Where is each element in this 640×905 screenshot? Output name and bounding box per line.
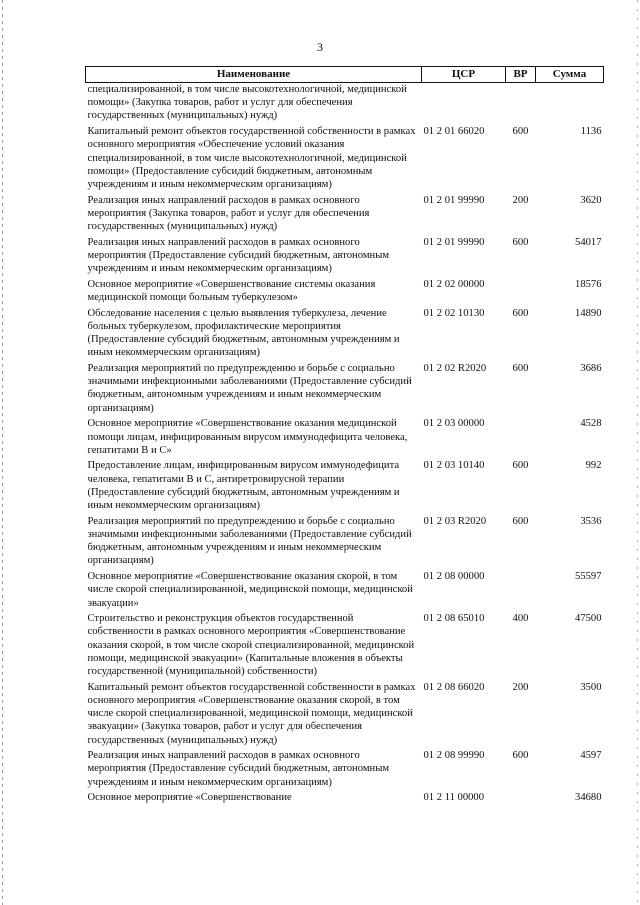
row-vr xyxy=(506,791,536,807)
row-csr: 01 2 08 00000 xyxy=(423,571,485,583)
row-sum: 54017 xyxy=(575,236,602,248)
row-name: Строительство и реконструкция объектов государственной собственности в рамках основного мероприятия «Совершенствование оказания скорой, в том числе скорой специализированной, медицинской помощи, медицинской эвакуации» (Капитальные вложения в объекты государственной (муниципальной) собственности) xyxy=(87,613,415,678)
row-csr: 01 2 01 66020 xyxy=(423,126,485,138)
row-sum xyxy=(536,83,604,126)
row-vr: 600 xyxy=(512,126,529,138)
table-row xyxy=(86,194,604,236)
row-csr: 01 2 02 00000 xyxy=(423,278,485,290)
header-vr: ВР xyxy=(506,67,536,83)
header-name: Наименование xyxy=(86,67,422,83)
row-name: Обследование населения с целью выявления туберкулеза, лечение больных туберкулезом, профилактические мероприятия (Предоставление субсидий бюджетным, автономным учреждениям и иным некоммерческим организациям) xyxy=(87,307,400,359)
row-csr: 01 2 02 10130 xyxy=(423,307,485,319)
row-name: Реализация мероприятий по предупреждению и борьбе с социально значимыми инфекционными заболеваниями (Предоставление субсидий бюджетным, автономным учреждениям и иным некоммерческим организациям) xyxy=(87,515,412,567)
row-vr xyxy=(506,417,536,459)
row-vr: 400 xyxy=(512,613,529,625)
row-name: Основное мероприятие «Совершенствование системы оказания медицинской помощи больным туберкулезом» xyxy=(87,278,376,304)
scan-edge-left xyxy=(2,0,3,905)
header-csr: ЦСР xyxy=(422,67,506,83)
row-name: Реализация мероприятий по предупреждению и борьбе с социально значимыми инфекционными заболеваниями (Предоставление субсидий бюджетным, автономным учреждениям и иным некоммерческим организациям) xyxy=(87,363,412,414)
row-csr: 01 2 03 10140 xyxy=(423,460,485,472)
table-row xyxy=(86,236,604,278)
table-row xyxy=(86,307,604,362)
table-row xyxy=(86,417,604,459)
row-name: Основное мероприятие «Совершенствование оказания скорой, в том числе скорой специализированной, медицинской помощи, медицинской эвакуации» xyxy=(87,571,413,609)
row-sum: 992 xyxy=(585,460,602,472)
row-vr: 600 xyxy=(512,750,529,762)
row-sum: 3686 xyxy=(580,363,602,375)
page-number: 3 xyxy=(317,40,323,54)
table-row xyxy=(86,681,604,750)
row-name: специализированной, в том числе высокотехнологичной, медицинской помощи» (Закупка товаров, работ и услуг для обеспечения государственных (муниципальных) нужд) xyxy=(87,84,407,122)
row-sum: 3620 xyxy=(580,194,602,206)
row-name: Основное мероприятие «Совершенствование xyxy=(87,792,292,804)
row-vr xyxy=(506,278,536,307)
row-vr xyxy=(506,83,536,126)
row-sum: 14890 xyxy=(575,307,602,319)
row-name: Реализация иных направлений расходов в рамках основного мероприятия (Предоставление субсидий бюджетным, автономным учреждениям и иным некоммерческим организациям) xyxy=(87,236,390,275)
table-row xyxy=(86,612,604,681)
row-csr: 01 2 08 65010 xyxy=(423,613,485,625)
row-csr xyxy=(422,83,506,126)
row-sum: 3500 xyxy=(580,681,602,693)
table-row xyxy=(86,83,604,126)
row-sum: 47500 xyxy=(575,613,602,625)
row-csr: 01 2 02 R2020 xyxy=(423,363,487,375)
row-name: Капитальный ремонт объектов государственной собственности в рамках основного мероприятия «Обеспечение условий оказания специализированной, в том числе высокотехнологичной, медицинской помощи» (Предоставление субсидий бюджетным, автономным учреждениям и иным некоммерческим организациям) xyxy=(87,126,416,190)
table-row xyxy=(86,362,604,417)
row-name: Основное мероприятие «Совершенствование оказания медицинской помощи лицам, инфицированным вирусом иммунодефицита человека, гепатитами В и С» xyxy=(87,418,408,456)
row-sum: 1136 xyxy=(580,126,602,138)
row-vr: 600 xyxy=(512,363,529,375)
row-csr: 01 2 08 99990 xyxy=(423,750,485,762)
row-name: Реализация иных направлений расходов в рамках основного мероприятия (Предоставление субсидий бюджетным, автономным учреждениям и иным некоммерческим организациям) xyxy=(87,750,390,788)
row-vr: 600 xyxy=(512,236,529,248)
row-sum: 55597 xyxy=(575,571,602,583)
row-name: Реализация иных направлений расходов в рамках основного мероприятия (Закупка товаров, работ и услуг для обеспечения государственных (муниципальных) нужд) xyxy=(87,194,370,233)
row-sum: 4528 xyxy=(580,418,602,430)
row-csr: 01 2 01 99990 xyxy=(423,236,485,248)
row-sum: 34680 xyxy=(575,792,602,804)
table-row xyxy=(86,125,604,194)
header-sum: Сумма xyxy=(536,67,604,83)
row-vr: 600 xyxy=(512,307,529,319)
row-name: Капитальный ремонт объектов государственной собственности в рамках основного мероприятия «Совершенствование оказания скорой, в том числе скорой специализированной, медицинской помощи, медицинской эвакуации» (Закупка товаров, работ и услуг для обеспечения государственных (муниципальных) нужд) xyxy=(87,681,416,746)
table-row xyxy=(86,749,604,791)
row-csr: 01 2 08 66020 xyxy=(423,681,485,693)
table-row xyxy=(86,570,604,612)
table-row xyxy=(86,278,604,307)
scan-edge-right xyxy=(637,0,638,905)
row-csr: 01 2 03 00000 xyxy=(423,418,485,430)
table-row xyxy=(86,459,604,514)
row-vr xyxy=(506,570,536,612)
row-csr: 01 2 03 R2020 xyxy=(423,515,487,527)
row-sum: 3536 xyxy=(580,515,602,527)
row-vr: 200 xyxy=(512,194,529,206)
table-row xyxy=(86,515,604,570)
row-vr: 200 xyxy=(512,681,529,693)
row-csr: 01 2 11 00000 xyxy=(423,792,485,804)
row-csr: 01 2 01 99990 xyxy=(423,194,485,206)
row-vr: 600 xyxy=(512,460,529,472)
row-sum: 4597 xyxy=(580,750,602,762)
row-sum: 18576 xyxy=(575,278,602,290)
table-row xyxy=(86,791,604,807)
table-header-row xyxy=(86,67,604,83)
budget-table xyxy=(85,66,604,807)
row-vr: 600 xyxy=(512,515,529,527)
row-name: Предоставление лицам, инфицированным вирусом иммунодефицита человека, гепатитами В и С, антиретровирусной терапии (Предоставление субсидий бюджетным, автономным учреждениям и иным некоммерческим организациям) xyxy=(87,460,400,512)
